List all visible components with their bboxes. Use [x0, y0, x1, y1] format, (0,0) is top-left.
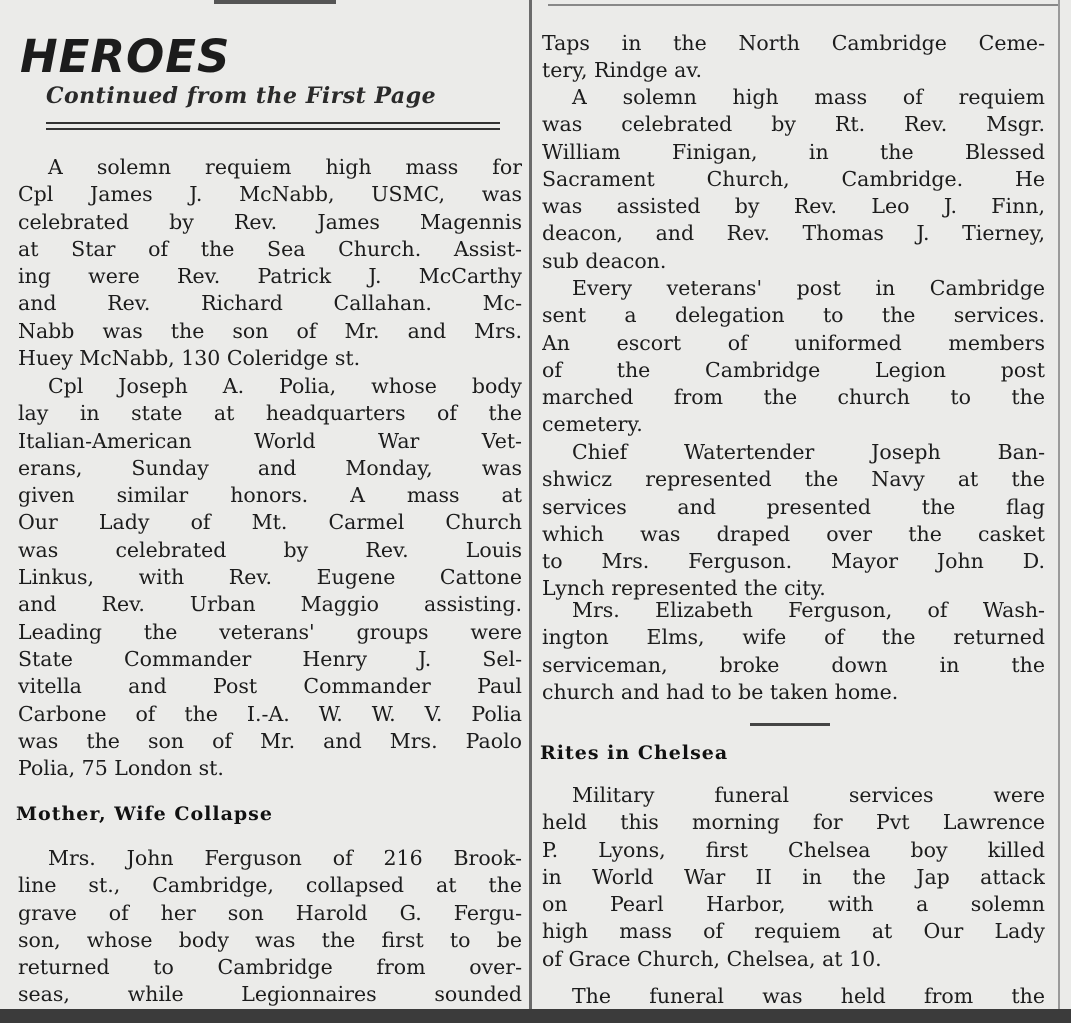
text-line: A solemn high mass of requiem: [572, 85, 1045, 109]
text-line: State Commander Henry J. Sel-: [18, 646, 522, 671]
text-line: was celebrated by Rev. Louis: [18, 537, 522, 562]
paragraph-polia: [18, 373, 522, 782]
text-line: Nabb was the son of Mr. and Mrs.: [18, 318, 522, 343]
text-line: was assisted by Rev. Leo J. Finn,: [542, 194, 1045, 219]
text-line: which was draped over the casket: [542, 521, 1045, 546]
paragraph-taps: [542, 30, 1045, 85]
text-line: Leading the veterans' groups were: [18, 619, 522, 644]
headline-rule-bottom: [46, 128, 500, 130]
text-line: lay in state at headquarters of the: [18, 401, 522, 426]
text-line: The funeral was held from the: [572, 984, 1045, 1008]
text-line: vitella and Post Commander Paul: [18, 674, 522, 699]
text-line: A solemn requiem high mass for: [48, 155, 522, 179]
headline: HEROES: [20, 30, 231, 83]
text-line: Linkus, with Rev. Eugene Cattone: [18, 565, 522, 590]
text-line: was celebrated by Rt. Rev. Msgr.: [542, 112, 1045, 137]
text-line: An escort of uniformed members: [542, 330, 1045, 355]
text-line: returned to Cambridge from over-: [18, 955, 522, 980]
text-line: marched from the church to the: [542, 385, 1045, 410]
text-line: held this morning for Pvt Lawrence: [542, 810, 1045, 835]
paragraph-elizabeth-ferguson: [542, 597, 1045, 706]
text-line: of Grace Church, Chelsea, at 10.: [542, 946, 882, 971]
text-line: church and had to be taken home.: [542, 679, 899, 704]
text-line: Cpl James J. McNabb, USMC, was: [18, 182, 522, 207]
subheadline: Continued from the First Page: [46, 83, 437, 109]
text-line: line st., Cambridge, collapsed at the: [18, 873, 522, 898]
text-line: and Rev. Urban Maggio assisting.: [18, 592, 522, 617]
text-line: P. Lyons, first Chelsea boy killed: [542, 837, 1045, 862]
text-line: Military funeral services were: [572, 783, 1045, 807]
text-line: Sacrament Church, Cambridge. He: [542, 166, 1045, 191]
text-line: high mass of requiem at Our Lady: [542, 919, 1045, 944]
text-line: Huey McNabb, 130 Coleridge st.: [18, 346, 361, 371]
column-divider: [529, 0, 532, 1009]
text-line: son, whose body was the first to be: [18, 927, 522, 952]
text-line: grave of her son Harold G. Fergu-: [18, 900, 522, 925]
paragraph-veterans-post: [542, 275, 1045, 439]
subhead-rites-in-chelsea: Rites in Chelsea: [540, 742, 729, 764]
text-line: tery, Rindge av.: [542, 58, 703, 83]
text-line: Chief Watertender Joseph Ban-: [572, 440, 1045, 464]
top-rule: [214, 0, 336, 4]
right-top-rule: [548, 4, 1058, 6]
text-line: at Star of the Sea Church. Assist-: [18, 236, 522, 261]
text-line: sent a delegation to the services.: [542, 303, 1045, 328]
text-line: in World War II in the Jap attack: [542, 864, 1045, 889]
text-line: seas, while Legionnaires sounded: [18, 982, 522, 1007]
text-line: ington Elms, wife of the returned: [542, 625, 1045, 650]
text-line: Carbone of the I.-A. W. W. V. Polia: [18, 701, 522, 726]
text-line: deacon, and Rev. Thomas J. Tierney,: [542, 221, 1045, 246]
bottom-edge-bar: [0, 1009, 1071, 1023]
text-line: Polia, 75 London st.: [18, 756, 224, 781]
text-line: Mrs. John Ferguson of 216 Brook-: [48, 846, 522, 870]
text-line: services and presented the flag: [542, 494, 1045, 519]
right-edge-rule: [1058, 0, 1060, 1009]
text-line: to Mrs. Ferguson. Mayor John D.: [542, 549, 1045, 574]
paragraph-chelsea-rites: [542, 782, 1045, 973]
headline-rule-top: [46, 122, 500, 124]
text-line: William Finigan, in the Blessed: [542, 139, 1045, 164]
text-line: given similar honors. A mass at: [18, 483, 522, 508]
section-rule: [750, 723, 830, 726]
text-line: ing were Rev. Patrick J. McCarthy: [18, 264, 522, 289]
text-line: Lynch represented the city.: [542, 576, 826, 601]
text-line: Mrs. Elizabeth Ferguson, of Wash-: [572, 598, 1045, 622]
text-line: cemetery.: [542, 412, 643, 437]
text-line: shwicz represented the Navy at the: [542, 467, 1045, 492]
text-line: was the son of Mr. and Mrs. Paolo: [18, 728, 522, 753]
text-line: on Pearl Harbor, with a solemn: [542, 892, 1045, 917]
text-line: sub deacon.: [542, 248, 667, 273]
subhead-mother-wife-collapse: Mother, Wife Collapse: [16, 803, 273, 825]
paragraph-chief-watertender: [542, 439, 1045, 603]
text-line: Cpl Joseph A. Polia, whose body: [48, 374, 522, 398]
text-line: Taps in the North Cambridge Ceme-: [542, 31, 1045, 55]
text-line: Every veterans' post in Cambridge: [572, 276, 1045, 300]
paragraph-mcnabb: [18, 154, 522, 372]
text-line: of the Cambridge Legion post: [542, 357, 1045, 382]
text-line: Italian-American World War Vet-: [18, 428, 522, 453]
text-line: Our Lady of Mt. Carmel Church: [18, 510, 522, 535]
text-line: erans, Sunday and Monday, was: [18, 455, 522, 480]
paragraph-high-mass: [542, 84, 1045, 275]
paragraph-funeral: [542, 983, 1045, 1010]
text-line: and Rev. Richard Callahan. Mc-: [18, 291, 522, 316]
paragraph-ferguson: [18, 845, 522, 1009]
text-line: serviceman, broke down in the: [542, 652, 1045, 677]
text-line: celebrated by Rev. James Magennis: [18, 209, 522, 234]
